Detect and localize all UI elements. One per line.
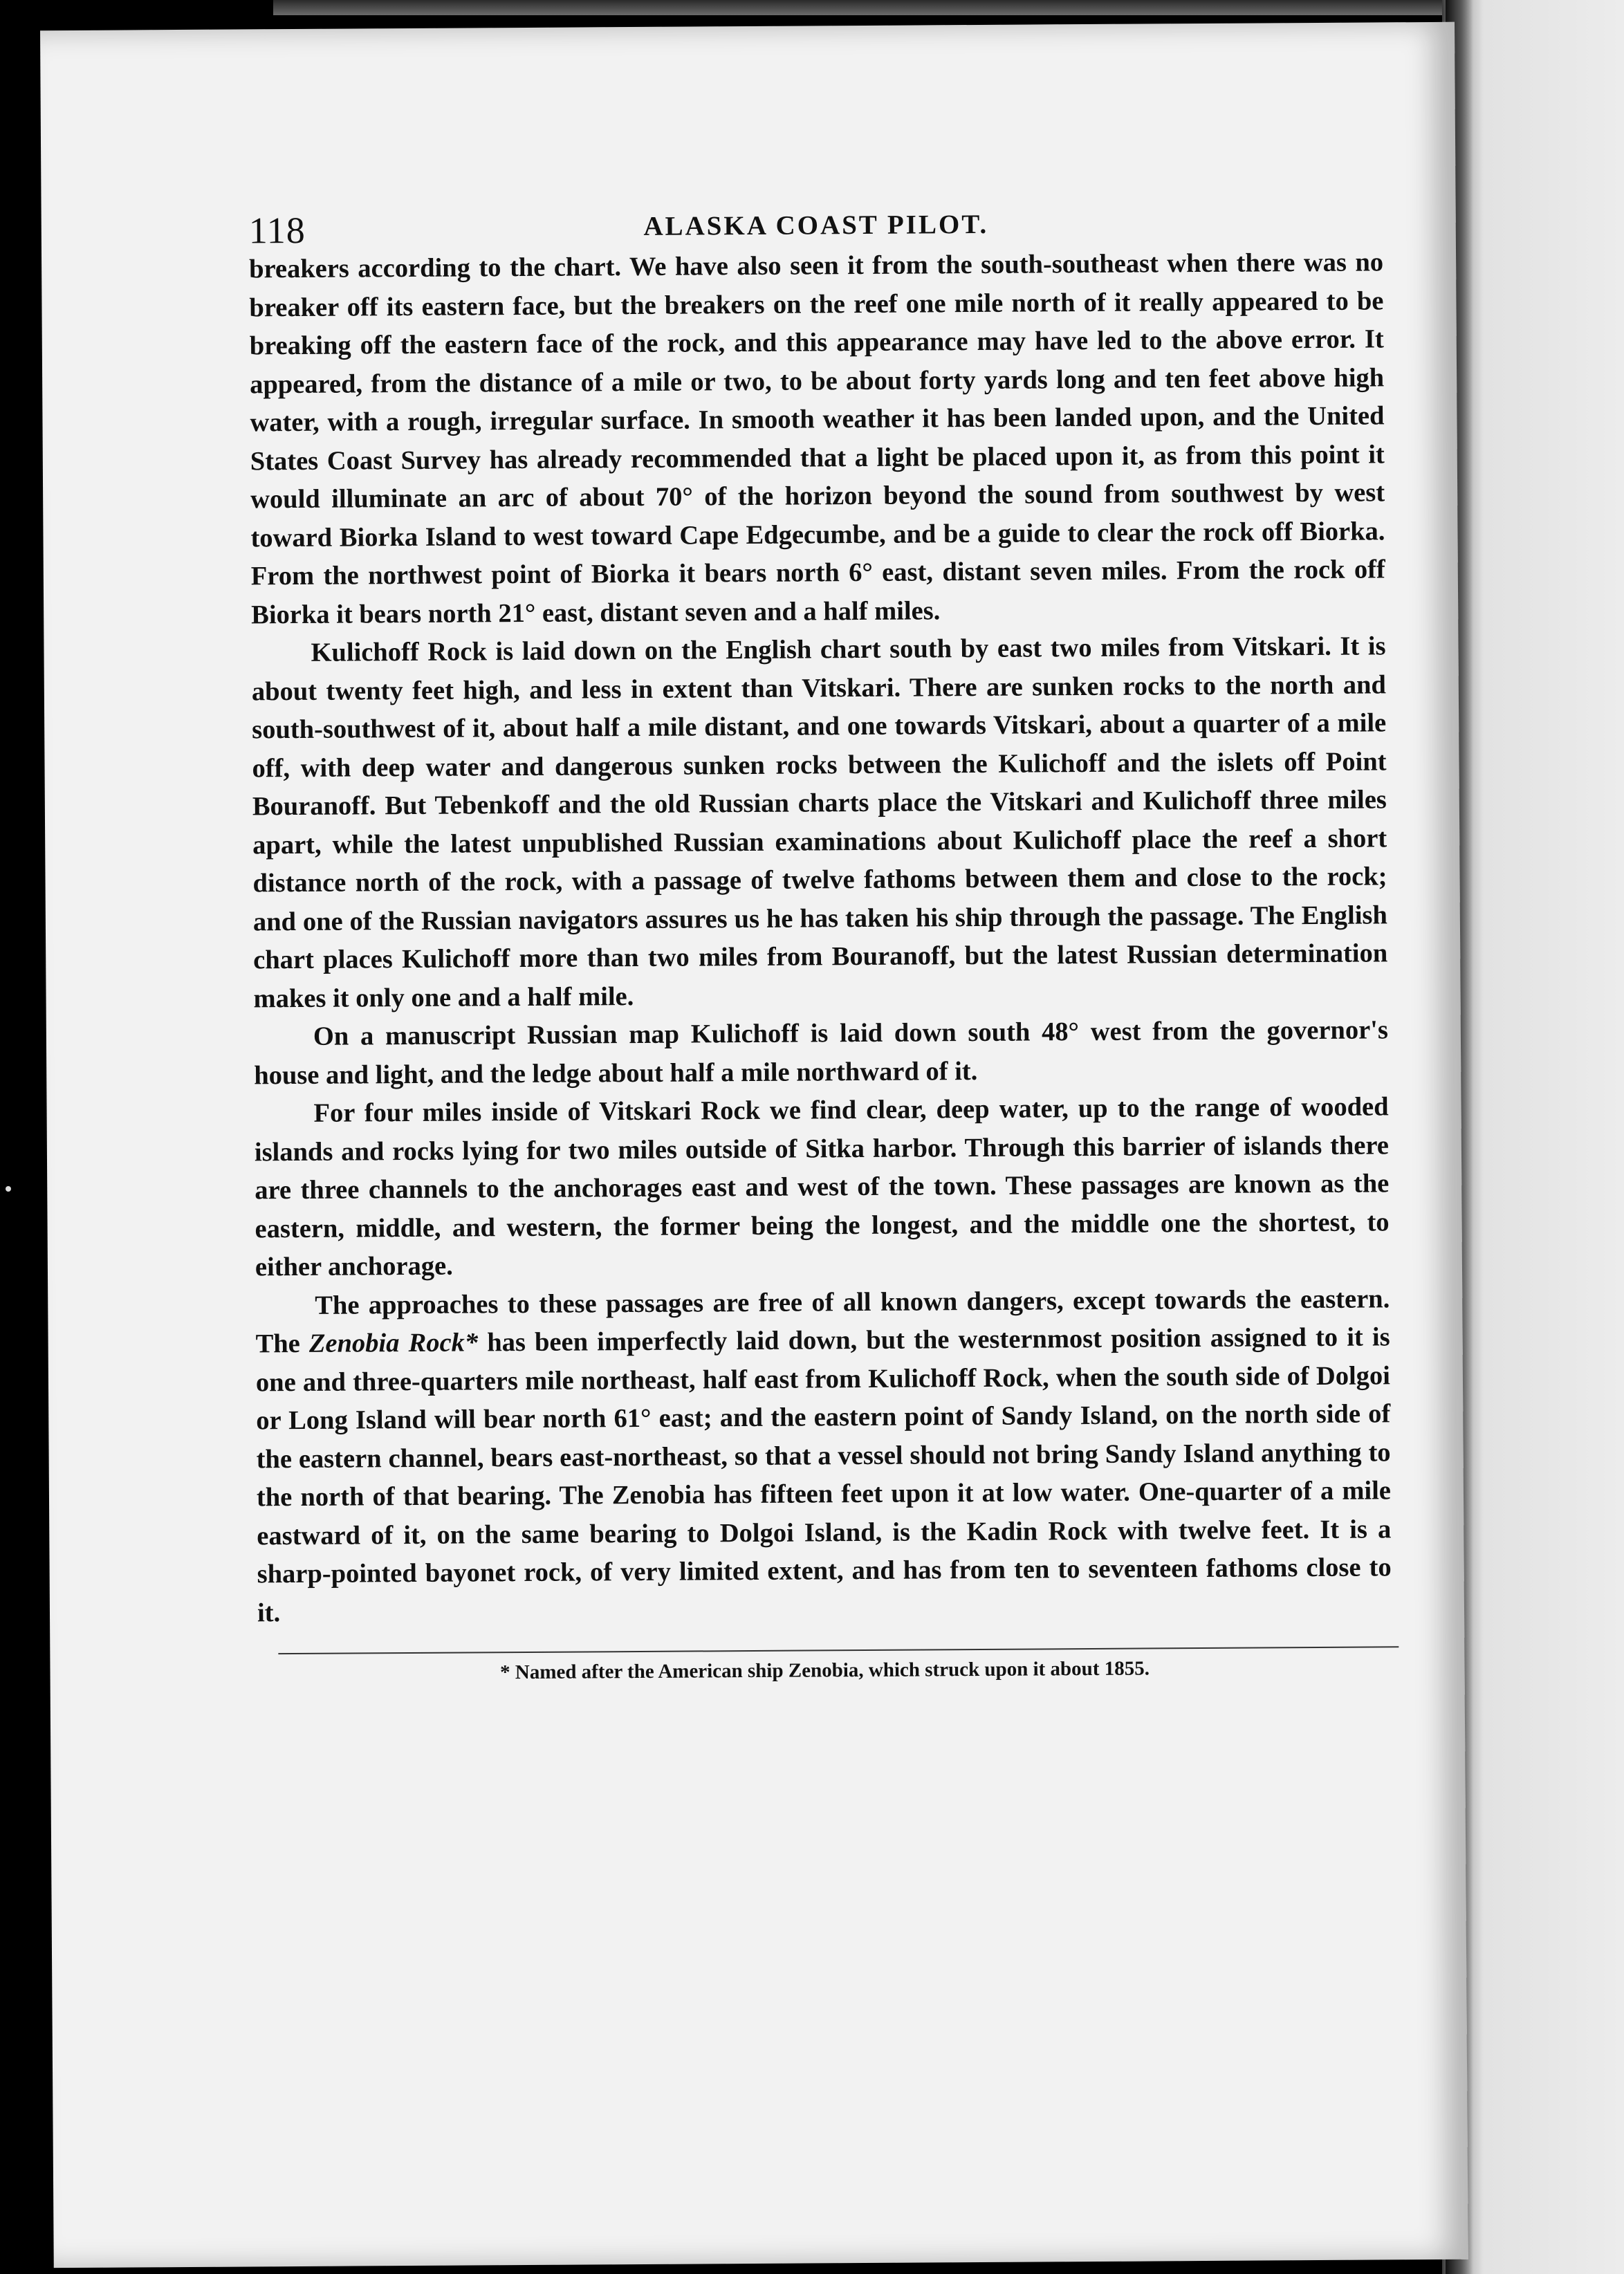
page-content bbox=[248, 181, 1392, 1685]
paragraph-4: For four miles inside of Vitskari Rock we find clear, deep water, up to the range of wooded islands and rocks lying for two miles outside of Sitka harbor. Through this barrier of islands there are three channels to the anchorages east and west of the town. These passages are known as the eastern, middle, and western, the former being the longest, and the middle one the shortest, to either anchorage. bbox=[254, 1092, 1390, 1282]
page-header bbox=[248, 181, 1383, 250]
paragraph-1: breakers according to the chart. We have also seen it from the south-southeast when there was no breaker off its eastern face, but the breakers on the reef one mile north of it really appeared to be breaking off the eastern face of the rock, and this appearance may have led to the above error. It appeared, from the distance of a mile or two, to be about forty yards long and ten feet above high water, with a rough, irregular surface. In smooth weather it has been landed upon, and the United States Coast Survey has already recommended that a light be placed upon it, as from this point it would illuminate an arc of about 70° of the horizon beyond the sound from southwest by west toward Biorka Island to west toward Cape Edgecumbe, and be a guide to clear the rock off Biorka. From the northwest point of Biorka it bears north 6° east, distant seven miles. From the rock off Biorka it bears north 21° east, distant seven and a half miles. bbox=[249, 248, 1385, 629]
footnote: * Named after the American ship Zenobia, which struck upon it about 1855. bbox=[500, 1657, 1150, 1684]
book-page bbox=[40, 22, 1468, 2268]
paragraph-5-start: The approaches to these passages are free of all known dangers, except towards the eastern. The bbox=[255, 1284, 1390, 1359]
top-page-edge bbox=[273, 0, 1449, 15]
footnote-rule bbox=[278, 1646, 1399, 1654]
running-head: ALASKA COAST PILOT. bbox=[643, 209, 989, 241]
page-number: 118 bbox=[248, 209, 306, 252]
zenobia-rock-term: Zenobia Rock* bbox=[308, 1328, 479, 1358]
body-text bbox=[249, 243, 1392, 1632]
paragraph-5 bbox=[255, 1280, 1392, 1633]
paragraph-2: Kulichoff Rock is laid down on the English chart south by east two miles from Vitskari. It is about twenty feet high, and less in extent than Vitskari. There are sunken rocks to the north and south-southwest of it, about half a mile distant, and one towards Vitskari, about a quarter of a mile off, with deep water and dangerous sunken rocks between the Kulichoff and the islets off Point Bouranoff. But Tebenkoff and the old Russian charts place the Vitskari and Kulichoff three miles apart, while the latest unpublished Russian examinations about Kulichoff place the reef a short distance north of the rock, with a passage of twelve fathoms between them and close to the rock; and one of the Russian navigators assures us he has taken his ship through the passage. The English chart places Kulichoff more than two miles from Bouranoff, but the latest Russian determination makes it only one and a half mile. bbox=[251, 631, 1388, 1013]
margin-speck bbox=[6, 1186, 11, 1192]
paragraph-3: On a manuscript Russian map Kulichoff is laid down south 48° west from the governor's house and light, and the ledge about half a mile northward of it. bbox=[254, 1015, 1389, 1090]
paragraph-5-rest: has been imperfectly laid down, but the westernmost position assigned to it is one and three-quarters mile northeast, half east from Kulichoff Rock, when the south side of Dolgoi or Long Island will bear north 61° east; and the eastern point of Sandy Island, on the north side of the eastern channel, bears east-northeast, so that a vessel should not bring Sandy Island anything to the north of that bearing. The Zenobia has fifteen feet upon it at low water. One-quarter of a mile eastward of it, on the same bearing to Dolgoi Island, is the Kadin Rock with twelve feet. It is a sharp-pointed bayonet rock, of very limited extent, and has from ten to seventeen fathoms close to it. bbox=[255, 1322, 1392, 1627]
